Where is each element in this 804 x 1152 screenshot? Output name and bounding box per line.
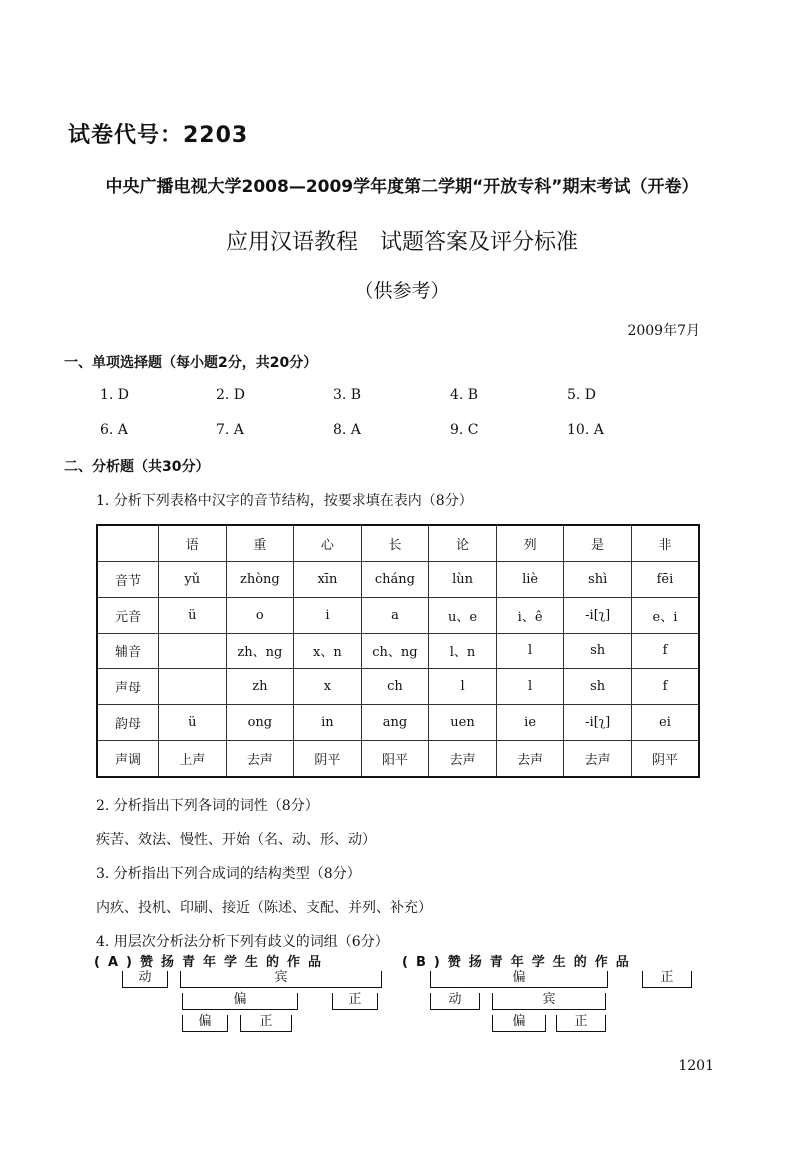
reference-note: （供参考） <box>354 280 450 302</box>
table-cell: fēi <box>631 562 699 598</box>
table-cell: lùn <box>429 562 497 598</box>
row-label: 辅音 <box>97 633 159 669</box>
phrase-a: (A)赞扬青年学生的作品 <box>94 955 329 970</box>
tree-node: 正 <box>240 1015 292 1032</box>
section-1-heading: 一、单项选择题（每小题2分，共20分） <box>64 355 318 371</box>
table-cell: zhòng <box>226 562 294 598</box>
document-title: 应用汉语教程 试题答案及评分标准 <box>225 230 578 255</box>
answer-item: 6. A <box>100 422 128 438</box>
section-2-heading: 二、分析题（共30分） <box>64 459 210 475</box>
table-row <box>97 633 699 669</box>
table-cell: zh <box>226 669 294 705</box>
table-cell: cháng <box>361 562 429 598</box>
question-1: 1. 分析下列表格中汉字的音节结构，按要求填在表内（8分） <box>96 493 473 509</box>
row-label: 元音 <box>97 597 159 633</box>
table-cell: 阴平 <box>631 740 699 777</box>
answer-item: 4. B <box>450 387 479 403</box>
table-header-row <box>97 525 699 562</box>
table-header-cell: 心 <box>294 525 362 562</box>
tree-node: 偏 <box>430 971 608 988</box>
question-4: 4. 用层次分析法分析下列有歧义的词组（6分） <box>96 934 389 950</box>
table-header-cell: 长 <box>361 525 429 562</box>
tree-node: 动 <box>430 993 480 1010</box>
table-cell: in <box>294 705 362 741</box>
table-cell: e、i <box>631 597 699 633</box>
table-cell: 去声 <box>429 740 497 777</box>
table-cell: f <box>631 633 699 669</box>
answer-2: 疾苦、效法、慢性、开始（名、动、形、动） <box>96 832 376 848</box>
table-cell: ei <box>631 705 699 741</box>
table-header-cell: 论 <box>429 525 497 562</box>
table-cell: l <box>496 633 564 669</box>
table-cell: -i[ʅ] <box>564 597 632 633</box>
tree-node: 偏 <box>182 993 298 1010</box>
table-cell: ü <box>159 597 227 633</box>
table-cell: x <box>294 669 362 705</box>
paper-code: 试卷代号：2203 <box>68 123 249 148</box>
table-cell: 上声 <box>159 740 227 777</box>
table-cell: x、n <box>294 633 362 669</box>
row-label: 声调 <box>97 740 159 777</box>
table-cell: o <box>226 597 294 633</box>
table-cell: l <box>429 669 497 705</box>
table-header-cell: 列 <box>496 525 564 562</box>
answer-item: 3. B <box>333 387 362 403</box>
table-row <box>97 705 699 741</box>
answer-item: 10. A <box>567 422 604 438</box>
table-cell: liè <box>496 562 564 598</box>
table-cell: ch <box>361 669 429 705</box>
table-cell: a <box>361 597 429 633</box>
answer-item: 1. D <box>100 387 130 403</box>
row-label: 音节 <box>97 562 159 598</box>
table-cell: yǔ <box>159 562 227 598</box>
table-cell: zh、ng <box>226 633 294 669</box>
table-cell: shì <box>564 562 632 598</box>
tree-node: 宾 <box>492 993 606 1010</box>
table-cell: 阴平 <box>294 740 362 777</box>
row-label: 韵母 <box>97 705 159 741</box>
syllable-table <box>96 524 700 778</box>
tree-node: 偏 <box>492 1015 546 1032</box>
tree-node: 正 <box>332 993 378 1010</box>
table-cell <box>97 525 159 562</box>
table-row <box>97 562 699 598</box>
table-cell: ch、ng <box>361 633 429 669</box>
tree-node: 偏 <box>182 1015 228 1032</box>
table-cell: xīn <box>294 562 362 598</box>
table-cell: i <box>294 597 362 633</box>
row-label: 声母 <box>97 669 159 705</box>
page-number: 1201 <box>678 1058 714 1074</box>
exam-date: 2009年7月 <box>627 323 700 339</box>
table-header-cell: 语 <box>159 525 227 562</box>
answer-item: 5. D <box>567 387 597 403</box>
table-cell: i、ê <box>496 597 564 633</box>
table-cell: ong <box>226 705 294 741</box>
table-cell: u、e <box>429 597 497 633</box>
answer-item: 9. C <box>450 422 479 438</box>
tree-node: 正 <box>642 971 692 988</box>
tree-node: 宾 <box>180 971 382 988</box>
table-header-cell: 是 <box>564 525 632 562</box>
table-header-cell: 非 <box>631 525 699 562</box>
table-cell <box>159 669 227 705</box>
table-cell: sh <box>564 633 632 669</box>
table-cell: 去声 <box>496 740 564 777</box>
exam-heading: 中央广播电视大学2008—2009学年度第二学期“开放专科”期末考试（开卷） <box>105 177 699 197</box>
table-row <box>97 597 699 633</box>
table-cell: 阳平 <box>361 740 429 777</box>
table-row <box>97 669 699 705</box>
table-cell: 去声 <box>564 740 632 777</box>
table-cell: ang <box>361 705 429 741</box>
question-2: 2. 分析指出下列各词的词性（8分） <box>96 798 319 814</box>
table-cell: uen <box>429 705 497 741</box>
answer-item: 8. A <box>333 422 361 438</box>
tree-node: 动 <box>122 971 168 988</box>
answer-3: 内疚、投机、印刷、接近（陈述、支配、并列、补充） <box>96 900 432 916</box>
question-3: 3. 分析指出下列合成词的结构类型（8分） <box>96 866 361 882</box>
table-header-cell: 重 <box>226 525 294 562</box>
table-row <box>97 740 699 777</box>
table-cell: -i[ʅ] <box>564 705 632 741</box>
table-cell: 去声 <box>226 740 294 777</box>
tree-node: 正 <box>556 1015 606 1032</box>
table-cell: l、n <box>429 633 497 669</box>
table-cell: ie <box>496 705 564 741</box>
answer-item: 2. D <box>216 387 246 403</box>
table-cell: sh <box>564 669 632 705</box>
phrase-b: (B)赞扬青年学生的作品 <box>402 955 637 970</box>
table-cell <box>159 633 227 669</box>
table-cell: l <box>496 669 564 705</box>
table-cell: f <box>631 669 699 705</box>
answer-item: 7. A <box>216 422 244 438</box>
table-cell: ü <box>159 705 227 741</box>
